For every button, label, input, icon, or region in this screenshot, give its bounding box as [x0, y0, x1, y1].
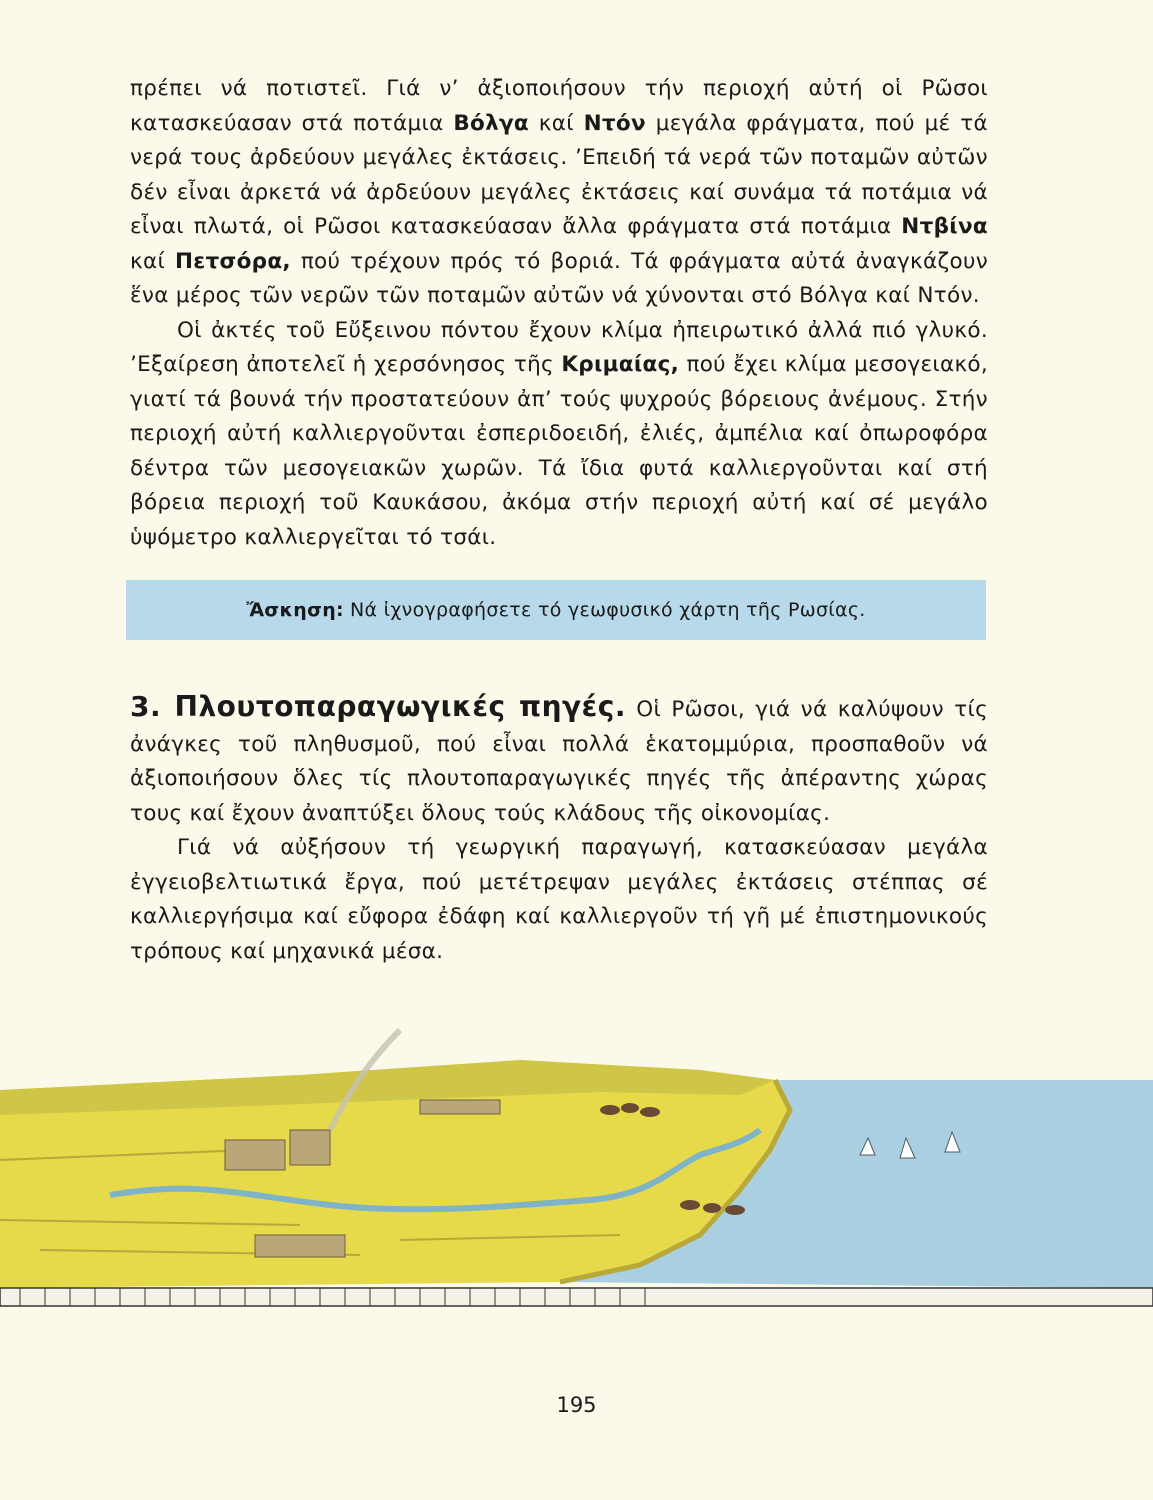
paragraph-black-sea-coast: Οἱ ἀκτές τοῦ Εὔξεινου πόντου ἔχουν κλίμα ἠπειρωτικό ἀλλά πιό γλυκό. ’Εξαίρεση ἀποτελεῖ ἡ χερσόνησος τῆς Κριμαίας, πού ἔχει κλίμα μεσογειακό, γιατί τά βουνά τήν προστατεύουν ἀπ’ τούς ψυχρούς βόρειους ἀνέμους. Στήν περιοχή αὐτή καλλιεργοῦνται ἐσπεριδοειδή, ἐλιές, ἀμπέλια καί ὀπωροφόρα δέντρα τῶν μεσογειακῶν χωρῶν. Τά ἴδια φυτά καλλιεργοῦνται καί στή βόρεια περιοχή τοῦ Καυκάσου, ἀκόμα στήν περιοχή αὐτή καί σέ μεγάλο ὑψόμετρο καλλιεργεῖται τό τσάι.	[130, 317, 989, 550]
text-block-top	[130, 72, 988, 555]
steppe-landscape-illustration	[0, 1020, 1153, 1360]
page-number: 195	[556, 1393, 597, 1417]
paragraph-dams: πρέπει νά ποτιστεῖ. Γιά ν’ ἀξιοποιήσουν τήν περιοχή αὐτή οἱ Ρῶσοι κατασκεύασαν στά ποτάμια Βόλγα καί Ντόν μεγάλα φράγματα, πού μέ τά νερά τους ἀρδεύουν μεγάλες ἐκτάσεις. ’Επειδή τά νερά τῶν ποταμῶν αὐτῶν δέν εἶναι ἀρκετά νά ἀρδεύουν μεγάλες ἐκτάσεις καί συνάμα τά ποτάμια νά εἶναι πλωτά, οἱ Ρῶσοι κατασκεύασαν ἄλλα φράγματα στά ποτάμια Ντβίνα καί Πετσόρα, πού τρέχουν πρός τό βοριά. Τά φράγματα αὐτά ἀναγκάζουν ἕνα μέρος τῶν νερῶν τῶν ποταμῶν αὐτῶν νά χύνονται στό Βόλγα καί Ντόν.	[130, 76, 989, 308]
exercise-label: Ἄσκηση:	[246, 599, 344, 621]
river-pechora: Πετσόρα,	[174, 248, 291, 274]
section-3	[130, 690, 988, 969]
river-don: Ντόν	[583, 110, 646, 136]
section-heading: 3. Πλουτοπαραγωγικές πηγές.	[130, 690, 626, 723]
paragraph-agriculture: Γιά νά αὐξήσουν τή γεωργική παραγωγή, κατασκεύασαν μεγάλα ἐγγειοβελτιωτικά ἔργα, πού μετέτρεψαν μεγάλες ἐκτάσεις στέππας σέ καλλιεργήσιμα καί εὔφορα ἐδάφη καί καλλιεργοῦν τή γῆ μέ ἐπιστημονικούς τρόπους καί μηχανικά μέσα.	[130, 835, 988, 964]
river-volga: Βόλγα	[453, 110, 530, 136]
crimea-term: Κριμαίας,	[561, 352, 680, 377]
exercise-box	[126, 580, 986, 640]
ground-profile	[0, 1288, 1153, 1306]
river-dvina: Ντβίνα	[901, 214, 988, 239]
exercise-text: Νά ἰχνογραφήσετε τό γεωφυσικό χάρτη τῆς Ρωσίας.	[349, 599, 866, 621]
paragraph-resources: 3. Πλουτοπαραγωγικές πηγές. Οἱ Ρῶσοι, γιά νά καλύψουν τίς ἀνάγκες τοῦ πληθυσμοῦ, πού εἶναι πολλά ἑκατομμύρια, προσπαθοῦν νά ἀξιοποιήσουν ὅλες τίς πλουτοπαραγωγικές πηγές τῆς ἀπέραντης χώρας τους καί ἔχουν ἀναπτύξει ὅλους τούς κλάδους τῆς οἰκονομίας.	[130, 690, 988, 826]
